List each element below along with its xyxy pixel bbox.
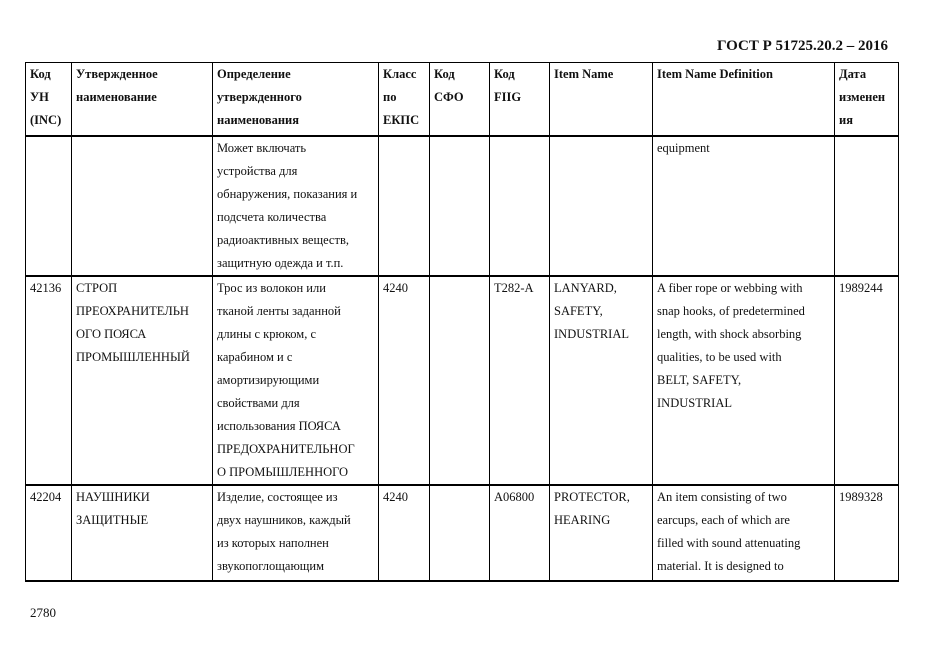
col-header-approved-name	[72, 63, 213, 137]
table-row	[26, 136, 899, 276]
cell-line: filled with sound attenuating	[657, 536, 801, 550]
cell-line: 1989328	[839, 490, 883, 504]
cell-line: Класс	[383, 67, 417, 81]
col-header-change-date	[835, 63, 899, 137]
cell-item-name	[550, 485, 653, 581]
cell-sfo-code	[430, 276, 490, 485]
cell-line: ПРЕДОХРАНИТЕЛЬНОГ	[217, 442, 355, 456]
cell-line: радиоактивных веществ,	[217, 233, 349, 247]
cell-line: ия	[839, 113, 853, 127]
cell-line: equipment	[657, 141, 710, 155]
cell-line: СТРОП	[76, 281, 118, 295]
cell-item-name	[550, 276, 653, 485]
cell-line: Код	[30, 67, 51, 81]
cell-line: qualities, to be used with	[657, 350, 782, 364]
header-row	[26, 63, 899, 137]
cell-line: ЕКПС	[383, 113, 420, 127]
cell-ekps-class	[379, 485, 430, 581]
cell-fiig-code	[490, 485, 550, 581]
cell-definition	[213, 485, 379, 581]
col-header-item-definition	[653, 63, 835, 137]
cell-line: НАУШНИКИ	[76, 490, 150, 504]
cell-line: устройства для	[217, 164, 298, 178]
cell-line: защитную одежда и т.п.	[217, 256, 344, 270]
col-header-fiig-code	[490, 63, 550, 137]
cell-line: T282-A	[494, 281, 534, 295]
cell-line: Утвержденное	[76, 67, 158, 81]
cell-line: 4240	[383, 490, 408, 504]
cell-line: ПРОМЫШЛЕННЫЙ	[76, 350, 190, 364]
cell-line: material. It is designed to	[657, 559, 784, 573]
cell-line: Определение	[217, 67, 291, 81]
cell-approved-name	[72, 136, 213, 276]
cell-fiig-code	[490, 276, 550, 485]
cell-line: 42136	[30, 281, 62, 295]
cell-line: 1989244	[839, 281, 883, 295]
cell-line: УН	[30, 90, 49, 104]
cell-line: подсчета количества	[217, 210, 327, 224]
cell-item-name	[550, 136, 653, 276]
cell-approved-name	[72, 485, 213, 581]
cell-line: A fiber rope or webbing with	[657, 281, 803, 295]
cell-line: свойствами для	[217, 396, 300, 410]
cell-line: по	[383, 90, 397, 104]
col-header-inc	[26, 63, 72, 137]
cell-line: О ПРОМЫШЛЕННОГО	[217, 465, 349, 479]
cell-line: Изделие, состоящее из	[217, 490, 338, 504]
cell-change-date	[835, 276, 899, 485]
cell-line: двух наушников, каждый	[217, 513, 351, 527]
table-row	[26, 276, 899, 485]
cell-line: изменен	[839, 90, 886, 104]
cell-line: Item Name	[554, 67, 614, 81]
cell-line: Код	[494, 67, 515, 81]
cell-line: 42204	[30, 490, 62, 504]
cell-line: карабином и с	[217, 350, 293, 364]
cell-line: Может включать	[217, 141, 307, 155]
cell-definition	[213, 276, 379, 485]
cell-line: 4240	[383, 281, 408, 295]
cell-approved-name	[72, 276, 213, 485]
cell-fiig-code	[490, 136, 550, 276]
cell-line: Item Name Definition	[657, 67, 773, 81]
cell-inc	[26, 485, 72, 581]
cell-sfo-code	[430, 485, 490, 581]
cell-line: BELT, SAFETY,	[657, 373, 742, 387]
cell-line: Дата	[839, 67, 867, 81]
cell-line: An item consisting of two	[657, 490, 787, 504]
cell-line: (INC)	[30, 113, 62, 127]
cell-line: утвержденного	[217, 90, 302, 104]
cell-item-definition	[653, 485, 835, 581]
cell-line: Код	[434, 67, 455, 81]
cell-line: звукопоглощающим	[217, 559, 325, 573]
cell-line: ЗАЩИТНЫЕ	[76, 513, 149, 527]
col-header-definition	[213, 63, 379, 137]
col-header-item-name	[550, 63, 653, 137]
cell-line: earcups, each of which are	[657, 513, 790, 527]
cell-definition	[213, 136, 379, 276]
cell-line: snap hooks, of predetermined	[657, 304, 805, 318]
cell-item-definition	[653, 276, 835, 485]
cell-line: СФО	[434, 90, 464, 104]
document-title: ГОСТ Р 51725.20.2 – 2016	[716, 38, 888, 54]
cell-line: ОГО ПОЯСА	[76, 327, 147, 341]
cell-line: INDUSTRIAL	[554, 327, 629, 341]
cell-line: наименование	[76, 90, 157, 104]
cell-line: амортизирующими	[217, 373, 320, 387]
cell-ekps-class	[379, 276, 430, 485]
cell-line: A06800	[494, 490, 535, 504]
cell-inc	[26, 276, 72, 485]
cell-line: тканой ленты заданной	[217, 304, 341, 318]
cell-change-date	[835, 136, 899, 276]
col-header-sfo-code	[430, 63, 490, 137]
cell-sfo-code	[430, 136, 490, 276]
cell-line: ПРЕОХРАНИТЕЛЬН	[76, 304, 189, 318]
col-header-ekps-class	[379, 63, 430, 137]
cell-ekps-class	[379, 136, 430, 276]
cell-inc	[26, 136, 72, 276]
cell-line: длины с крюком, с	[217, 327, 316, 341]
catalog-table	[25, 62, 899, 582]
cell-line: PROTECTOR,	[554, 490, 630, 504]
cell-line: наименования	[217, 113, 300, 127]
cell-line: SAFETY,	[554, 304, 603, 318]
cell-line: обнаружения, показания и	[217, 187, 358, 201]
table-row	[26, 485, 899, 581]
cell-line: использования ПОЯСА	[217, 419, 341, 433]
cell-line: FIIG	[494, 90, 522, 104]
cell-item-definition	[653, 136, 835, 276]
cell-change-date	[835, 485, 899, 581]
cell-line: INDUSTRIAL	[657, 396, 732, 410]
cell-line: HEARING	[554, 513, 611, 527]
page-number: 2780	[30, 605, 56, 620]
cell-line: Трос из волокон или	[217, 281, 326, 295]
cell-line: length, with shock absorbing	[657, 327, 802, 341]
cell-line: LANYARD,	[554, 281, 617, 295]
cell-line: из которых наполнен	[217, 536, 329, 550]
